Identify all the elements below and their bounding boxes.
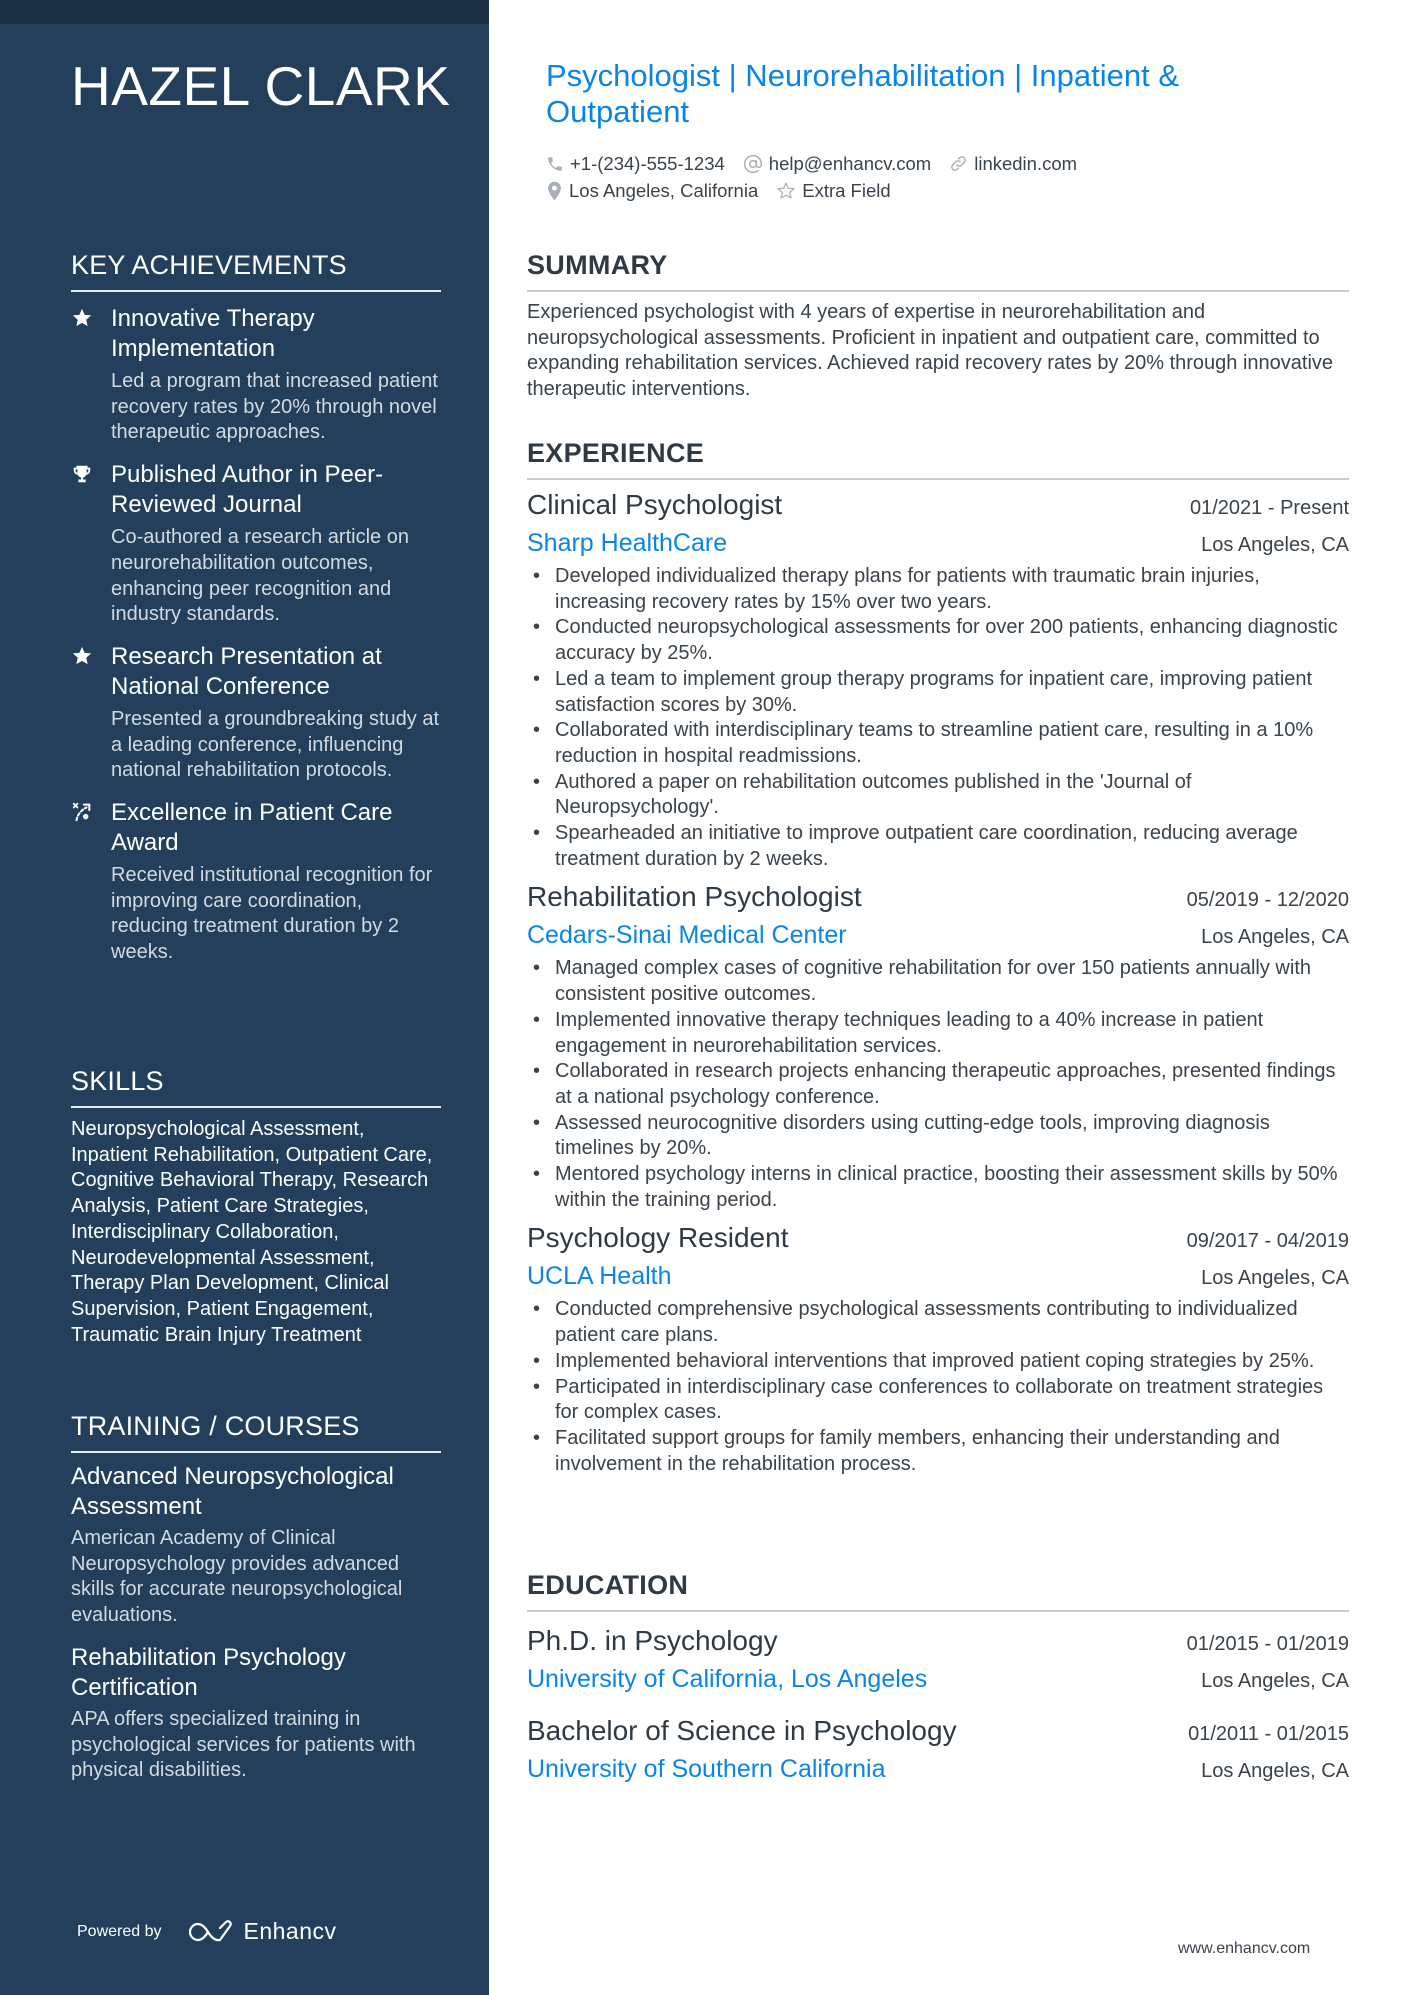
job-company[interactable]: Sharp HealthCare (527, 529, 728, 557)
bullet-item: • Participated in interdisciplinary case conferences to collaborate on treatment strategies for complex cases. (527, 1375, 1349, 1426)
job-entry (527, 1219, 1349, 1477)
powered-by-label: Powered by (77, 1922, 162, 1940)
job-company[interactable]: Cedars-Sinai Medical Center (527, 921, 847, 950)
link-url: linkedin.com (974, 152, 1078, 174)
job-entry (527, 486, 1349, 872)
strategy-icon (71, 801, 93, 823)
bullet-item: • Developed individualized therapy plans for patients with traumatic brain injuries, increasing recovery rates by 15% over two years. (527, 564, 1349, 615)
job-dates: 01/2021 - Present (1190, 497, 1349, 519)
section-heading: SUMMARY (527, 250, 1349, 292)
footer-website[interactable]: www.enhancv.com (1178, 1940, 1311, 1957)
bullet-item: • Led a team to implement group therapy programs for inpatient care, improving patient satisfaction scores by 30%. (527, 667, 1349, 718)
enhancv-logo[interactable] (188, 1918, 337, 1945)
bullet-item: • Spearheaded an initiative to improve outpatient care coordination, reducing average treatment duration by 2 weeks. (527, 821, 1349, 872)
achievement-item (71, 798, 441, 966)
candidate-name: HAZEL CLARK (71, 55, 451, 117)
extra-field (776, 180, 890, 202)
bullet-item: • Implemented behavioral interventions that improved patient coping strategies by 25%. (527, 1349, 1349, 1375)
job-bullets (527, 1297, 1349, 1477)
bullet-item: • Facilitated support groups for family members, enhancing their understanding and involvement in the rehabilitation process. (527, 1426, 1349, 1477)
achievement-title: Published Author in Peer-Reviewed Journal (111, 461, 384, 519)
bullet-item: • Mentored psychology interns in clinical practice, boosting their assessment skills by 50% within the training period. (527, 1162, 1349, 1213)
degree: Bachelor of Science in Psychology (527, 1715, 957, 1746)
bullet-item: • Conducted neuropsychological assessments for over 200 patients, enhancing diagnostic accuracy by 25%. (527, 615, 1349, 666)
achievement-title: Research Presentation at National Conference (111, 642, 382, 700)
bullet-item: • Conducted comprehensive psychological assessments contributing to individualized patient care plans. (527, 1297, 1349, 1348)
summary-section (527, 250, 1349, 403)
course-title: Rehabilitation Psychology Certification (71, 1643, 346, 1701)
email-contact[interactable] (743, 153, 931, 175)
summary-text: Experienced psychologist with 4 years of expertise in neurorehabilitation and neuropsychological assessments. Proficient in inpatient and outpatient care, committed to expanding rehabilitation services. Achieved rapid recovery rates by 20% through innovative therapeutic interventions. (527, 301, 1334, 401)
main-column (527, 0, 1349, 1995)
education-dates: 01/2011 - 01/2015 (1188, 1723, 1349, 1745)
trophy-icon (71, 463, 93, 485)
training-section (71, 1411, 441, 1784)
course-title: Advanced Neuropsychological Assessment (71, 1463, 394, 1520)
skills-list: Neuropsychological Assessment, Inpatient Rehabilitation, Outpatient Care, Cognitive Behavioral Therapy, Research Analysis, Patient Care Strategies, Interdisciplinary Collaboration, Neurodevelopmental Assessment, Therapy Plan Development, Clinical Supervision, Patient Engagement, Traumatic Brain Injury Treatment (71, 1118, 433, 1346)
headline: Psychologist | Neurorehabilitation | Inpatient & Outpatient (546, 58, 1180, 129)
school[interactable]: University of Southern California (527, 1755, 886, 1783)
section-heading: TRAINING / COURSES (71, 1411, 441, 1453)
link-icon (949, 154, 968, 173)
enhancv-logo-icon (188, 1919, 234, 1945)
degree: Ph.D. in Psychology (527, 1625, 778, 1656)
phone-number: +1-(234)-555-1234 (570, 152, 725, 174)
job-entry (527, 878, 1349, 1213)
job-location: Los Angeles, CA (1201, 1267, 1349, 1290)
section-heading: EDUCATION (527, 1570, 1349, 1612)
job-title: Rehabilitation Psychologist (527, 881, 862, 913)
enhancv-wordmark: Enhancv (243, 1918, 337, 1944)
section-heading: SKILLS (71, 1066, 441, 1108)
achievement-description: Led a program that increased patient recovery rates by 20% through novel therapeutic approaches. (111, 370, 438, 444)
star-icon (71, 645, 93, 667)
location-contact (546, 180, 758, 202)
job-bullets (527, 956, 1349, 1213)
job-bullets (527, 564, 1349, 872)
powered-by (77, 1918, 337, 1945)
education-location: Los Angeles, CA (1201, 1670, 1349, 1692)
achievement-title: Excellence in Patient Care Award (111, 799, 393, 857)
school[interactable]: University of California, Los Angeles (527, 1665, 928, 1693)
job-title: Psychology Resident (527, 1222, 789, 1254)
course-description: American Academy of Clinical Neuropsychology provides advanced skills for accurate neuropsychological evaluations. (71, 1527, 403, 1627)
sidebar (0, 0, 489, 1995)
star-icon (71, 307, 93, 329)
location-pin-icon (546, 181, 563, 201)
achievement-item (71, 460, 441, 628)
key-achievements-section (71, 250, 441, 966)
contact-row (546, 150, 1266, 177)
education-section (527, 1570, 1349, 1788)
contact-info (546, 150, 1266, 204)
star-outline-icon (776, 181, 796, 201)
skills-section (71, 1066, 441, 1348)
bullet-item: • Assessed neurocognitive disorders using cutting-edge tools, improving diagnosis timelines by 20%. (527, 1111, 1349, 1162)
bullet-item: • Implemented innovative therapy techniques leading to a 40% increase in patient engagement in neurorehabilitation services. (527, 1008, 1349, 1059)
achievement-item (71, 642, 441, 784)
sidebar-top-band (0, 0, 489, 24)
bullet-item: • Collaborated with interdisciplinary teams to streamline patient care, resulting in a 10% reduction in hospital readmissions. (527, 718, 1349, 769)
contact-row (546, 177, 1266, 204)
course-item (71, 1643, 441, 1784)
phone-contact[interactable] (546, 153, 725, 175)
course-description: APA offers specialized training in psychological services for patients with physical disabilities. (71, 1707, 416, 1782)
education-dates: 01/2015 - 01/2019 (1186, 1633, 1349, 1655)
achievement-description: Received institutional recognition for improving care coordination, reducing treatment duration by 2 weeks. (111, 864, 433, 964)
experience-section (527, 438, 1349, 1477)
job-dates: 09/2017 - 04/2019 (1186, 1230, 1349, 1253)
job-title: Clinical Psychologist (527, 489, 783, 520)
bullet-item: • Managed complex cases of cognitive rehabilitation for over 150 patients annually with consistent positive outcomes. (527, 956, 1349, 1007)
bullet-item: • Authored a paper on rehabilitation outcomes published in the 'Journal of Neuropsychology'. (527, 770, 1349, 821)
job-dates: 05/2019 - 12/2020 (1186, 889, 1349, 912)
course-item (71, 1462, 441, 1629)
job-company[interactable]: UCLA Health (527, 1262, 672, 1291)
job-location: Los Angeles, CA (1201, 534, 1349, 556)
achievement-description: Presented a groundbreaking study at a leading conference, influencing national rehabilitation protocols. (111, 707, 439, 782)
email-address: help@enhancv.com (768, 152, 932, 174)
education-entry (527, 1622, 1349, 1698)
location-text: Los Angeles, California (569, 179, 759, 201)
education-location: Los Angeles, CA (1201, 1760, 1349, 1782)
achievement-item (71, 304, 441, 446)
achievement-description: Co-authored a research article on neurorehabilitation outcomes, enhancing peer recognition and industry standards. (111, 526, 409, 626)
phone-icon (546, 155, 564, 173)
section-heading: EXPERIENCE (527, 438, 1349, 480)
education-entry (527, 1712, 1349, 1788)
extra-field-text: Extra Field (802, 179, 891, 201)
section-heading: KEY ACHIEVEMENTS (71, 250, 441, 292)
link-contact[interactable] (949, 153, 1077, 175)
achievement-title: Innovative Therapy Implementation (111, 305, 315, 362)
bullet-item: • Collaborated in research projects enhancing therapeutic approaches, presented findings at a national psychology conference. (527, 1059, 1349, 1110)
at-icon (743, 154, 763, 174)
job-location: Los Angeles, CA (1201, 926, 1349, 949)
